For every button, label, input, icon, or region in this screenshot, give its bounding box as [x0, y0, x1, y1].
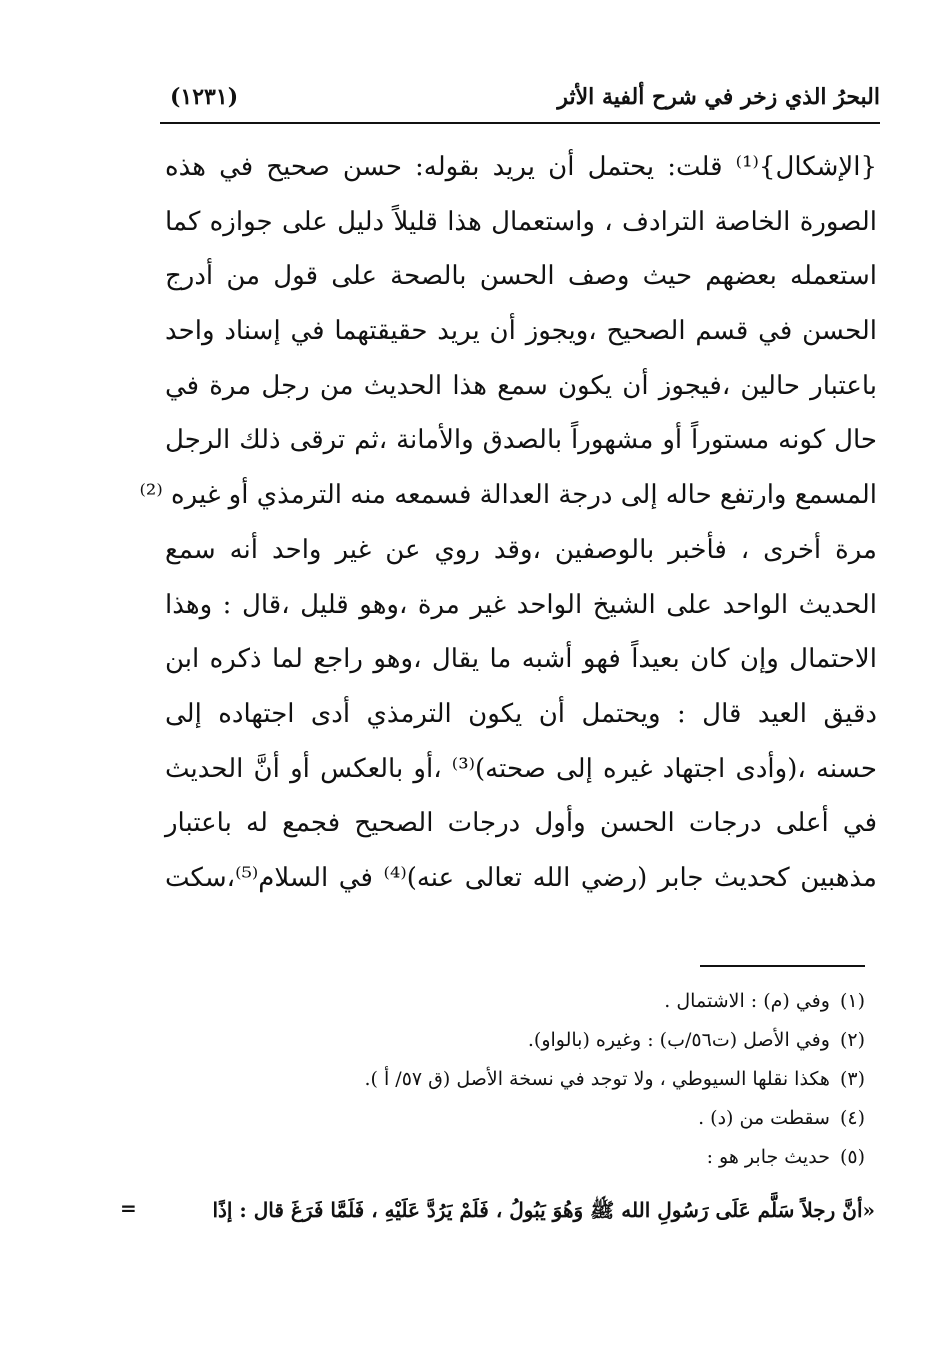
footnote-text: وفي الأصل (ت٥٦/ب) : وغيره (بالواو). — [527, 1029, 830, 1051]
footnote-number: (٥) — [839, 1146, 865, 1168]
footnote-item — [120, 982, 865, 1021]
page-number: (١٢٣١) — [170, 84, 239, 110]
footnote-text: هكذا نقلها السيوطي ، ولا توجد في نسخة الأصل (ق ٥٧/ أ ). — [364, 1068, 830, 1090]
hadith-quote: «أنَّ رجلاً سَلَّم عَلَى رَسُولِ الله ﷺ وَهُوَ يَبُولُ ، فَلَمْ يَرُدَّ عَلَيْهِ ، فَلَمَّا فَرَغَ قال : إذًا — [212, 1198, 875, 1222]
footnote-item — [120, 1099, 865, 1138]
text-line: حال كونه مستوراً أو مشهوراً بالصدق والأمانة ،ثم ترقى ذلك الرجل — [165, 425, 877, 456]
footnote-divider — [700, 965, 865, 967]
text-line: الحديث الواحد على الشيخ الواحد غير مرة ،وهو قليل ،قال : وهذا — [165, 589, 877, 620]
text-line: {الإشكال}⁽¹⁾ قلت: يحتمل أن يريد بقوله: حسن صحيح في هذه — [165, 152, 877, 182]
book-title: البحرُ الذي زخر في شرح ألفية الأثر — [557, 84, 880, 110]
footnote-text: حديث جابر هو : — [706, 1146, 830, 1168]
running-header — [170, 80, 880, 120]
text-line: دقيق العيد قال : ويحتمل أن يكون الترمذي أدى اجتهاده إلى — [165, 698, 877, 729]
text-line: المسمع وارتفع حاله إلى درجة العدالة فسمعه منه الترمذي أو غيره ⁽²⁾ — [139, 480, 877, 511]
footnotes — [120, 982, 865, 1177]
footnote-item — [120, 1060, 865, 1099]
footnote-text: وفي (م) : الاشتمال . — [664, 990, 830, 1012]
footnote-text: سقطت من (د) . — [698, 1107, 830, 1129]
text-line: في أعلى درجات الحسن وأول درجات الصحيح فجمع له باعتبار — [165, 808, 877, 839]
text-line: استعمله بعضهم حيث وصف الحسن بالصحة على قول من أدرج — [165, 261, 877, 292]
footnote-number: (٢) — [839, 1029, 865, 1051]
text-line: مرة أخرى ، فأخبر بالوصفين ،وقد روي عن غير واحد أنه سمع — [165, 534, 877, 565]
text-line: مذهبين كحديث جابر (رضي الله تعالى عنه)⁽⁴⁾ في السلام⁽⁵⁾،سكت — [165, 862, 877, 893]
footnote-number: (٤) — [839, 1107, 865, 1129]
text-line: حسنه ،(وأدى اجتهاد غيره إلى صحته)⁽³⁾ ،أو بالعكس أو أنَّ الحديث — [165, 753, 877, 784]
footnote-item — [120, 1021, 865, 1060]
text-line: الاحتمال وإن كان بعيداً فهو أشبه ما يقال ،وهو راجع لما ذكره ابن — [165, 644, 877, 675]
main-text — [139, 140, 877, 906]
header-divider — [160, 122, 880, 124]
text-line: الصورة الخاصة الترادف ، واستعمال هذا قليلاً دليل على جوازه كما — [165, 206, 877, 237]
footnote-item — [120, 1138, 865, 1177]
text-line: الحسن في قسم الصحيح ،ويجوز أن يريد حقيقتهما في إسناد واحد — [165, 316, 877, 347]
text-line: باعتبار حالين ،فيجوز أن يكون سمع هذا الحديث من رجل مرة في — [165, 370, 877, 401]
footnote-number: (١) — [839, 990, 865, 1012]
footnote-number: (٣) — [839, 1068, 865, 1090]
continuation-mark: = — [120, 1196, 137, 1220]
